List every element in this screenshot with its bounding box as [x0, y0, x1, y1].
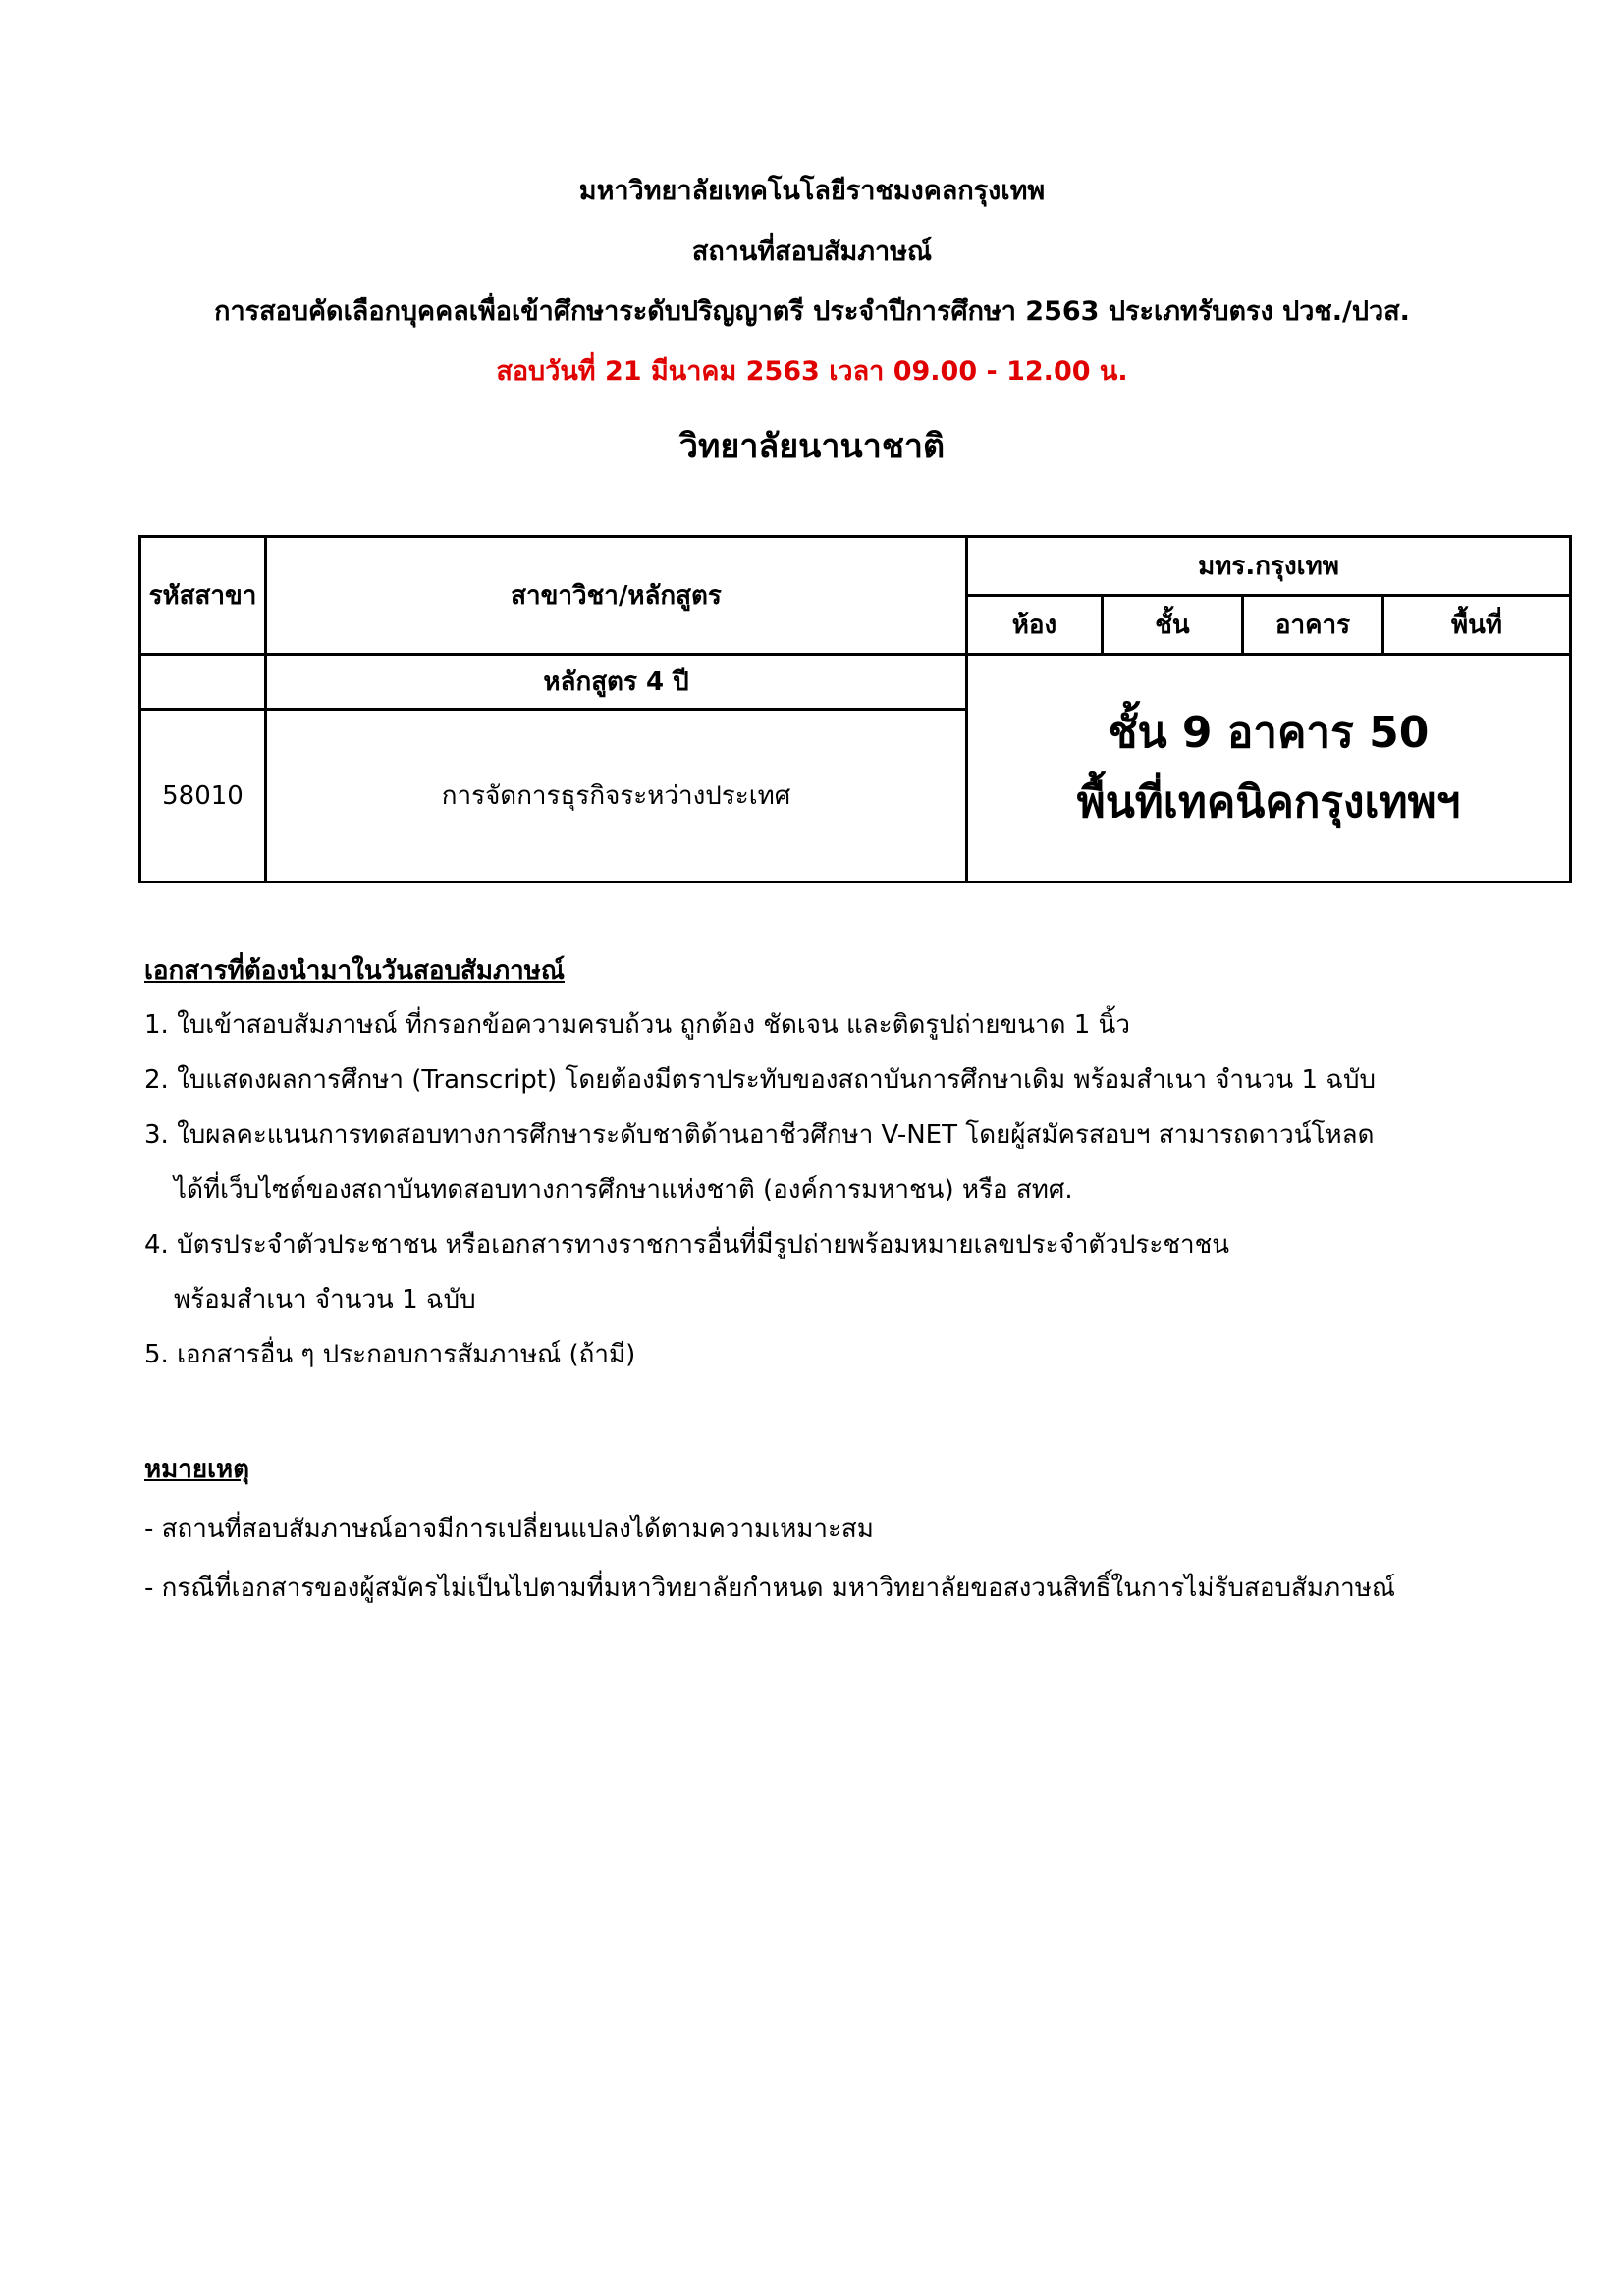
header-building: อาคาร — [1243, 596, 1383, 655]
table-header-row — [140, 537, 1571, 596]
notes-title: หมายเหตุ — [144, 1455, 250, 1484]
header-room: ห้อง — [967, 596, 1103, 655]
header-code: รหัสสาขา — [140, 537, 266, 655]
header-program: สาขาวิชา/หลักสูตร — [266, 537, 967, 655]
faculty-name: วิทยาลัยนานาชาติ — [678, 427, 946, 466]
university-name: มหาวิทยาลัยเทคโนโลยีราชมงคลกรุงเทพ — [578, 176, 1046, 206]
location-area: พื้นที่เทคนิคกรุงเทพฯ — [1076, 776, 1461, 828]
documents-title: เอกสารที่ต้องนำมาในวันสอบสัมภาษณ์ — [144, 956, 565, 986]
header-area: พื้นที่ — [1383, 596, 1571, 655]
program-code: 58010 — [140, 710, 266, 882]
documents-list — [144, 997, 1376, 1382]
document-subtitle: สถานที่สอบสัมภาษณ์ — [691, 237, 933, 267]
exam-datetime: สอบวันที่ 21 มีนาคม 2563 เวลา 09.00 - 12.00 น. — [496, 356, 1128, 387]
program-name: การจัดการธุรกิจระหว่างประเทศ — [266, 710, 967, 882]
interview-location-table — [138, 535, 1572, 883]
list-item: พร้อมสำเนา จำนวน 1 ฉบับ — [174, 1285, 476, 1314]
list-item: ได้ที่เว็บไซต์ของสถาบันทดสอบทางการศึกษาแห่งชาติ (องค์การมหาชน) หรือ สทศ. — [174, 1175, 1073, 1204]
list-item: - สถานที่สอบสัมภาษณ์อาจมีการเปลี่ยนแปลงได้ตามความเหมาะสม — [144, 1515, 874, 1544]
notes-list — [144, 1500, 1395, 1618]
list-item: 4. บัตรประจำตัวประชาชน หรือเอกสารทางราชการอื่นที่มีรูปถ่ายพร้อมหมายเลขประจำตัวประชาชน — [144, 1230, 1230, 1259]
list-item: 3. ใบผลคะแนนการทดสอบทางการศึกษาระดับชาติด้านอาชีวศึกษา V-NET โดยผู้สมัครสอบฯ สามารถดาวน์โหลด — [144, 1120, 1375, 1149]
header-campus: มทร.กรุงเทพ — [967, 537, 1571, 596]
table-row — [140, 655, 1571, 710]
program-group-label: หลักสูตร 4 ปี — [266, 655, 967, 710]
list-item: 5. เอกสารอื่น ๆ ประกอบการสัมภาษณ์ (ถ้ามี) — [144, 1340, 636, 1369]
exam-description: การสอบคัดเลือกบุคคลเพื่อเข้าศึกษาระดับปริญญาตรี ประจำปีการศึกษา 2563 ประเภทรับตรง ปวช./ปวส. — [214, 296, 1410, 327]
list-item: 2. ใบแสดงผลการศึกษา (Transcript) โดยต้องมีตราประทับของสถาบันการศึกษาเดิม พร้อมสำเนา จำนวน 1 ฉบับ — [144, 1065, 1376, 1095]
list-item: - กรณีที่เอกสารของผู้สมัครไม่เป็นไปตามที่มหาวิทยาลัยกำหนด มหาวิทยาลัยขอสงวนสิทธิ์ในการไม่รับสอบสัมภาษณ์ — [144, 1574, 1395, 1603]
list-item: 1. ใบเข้าสอบสัมภาษณ์ ที่กรอกข้อความครบถ้วน ถูกต้อง ชัดเจน และติดรูปถ่ายขนาด 1 นิ้ว — [144, 1010, 1130, 1040]
header-floor: ชั้น — [1103, 596, 1243, 655]
location-floor-building: ชั้น 9 อาคาร 50 — [1108, 708, 1430, 759]
empty-cell — [140, 655, 266, 710]
location-cell — [967, 655, 1571, 882]
